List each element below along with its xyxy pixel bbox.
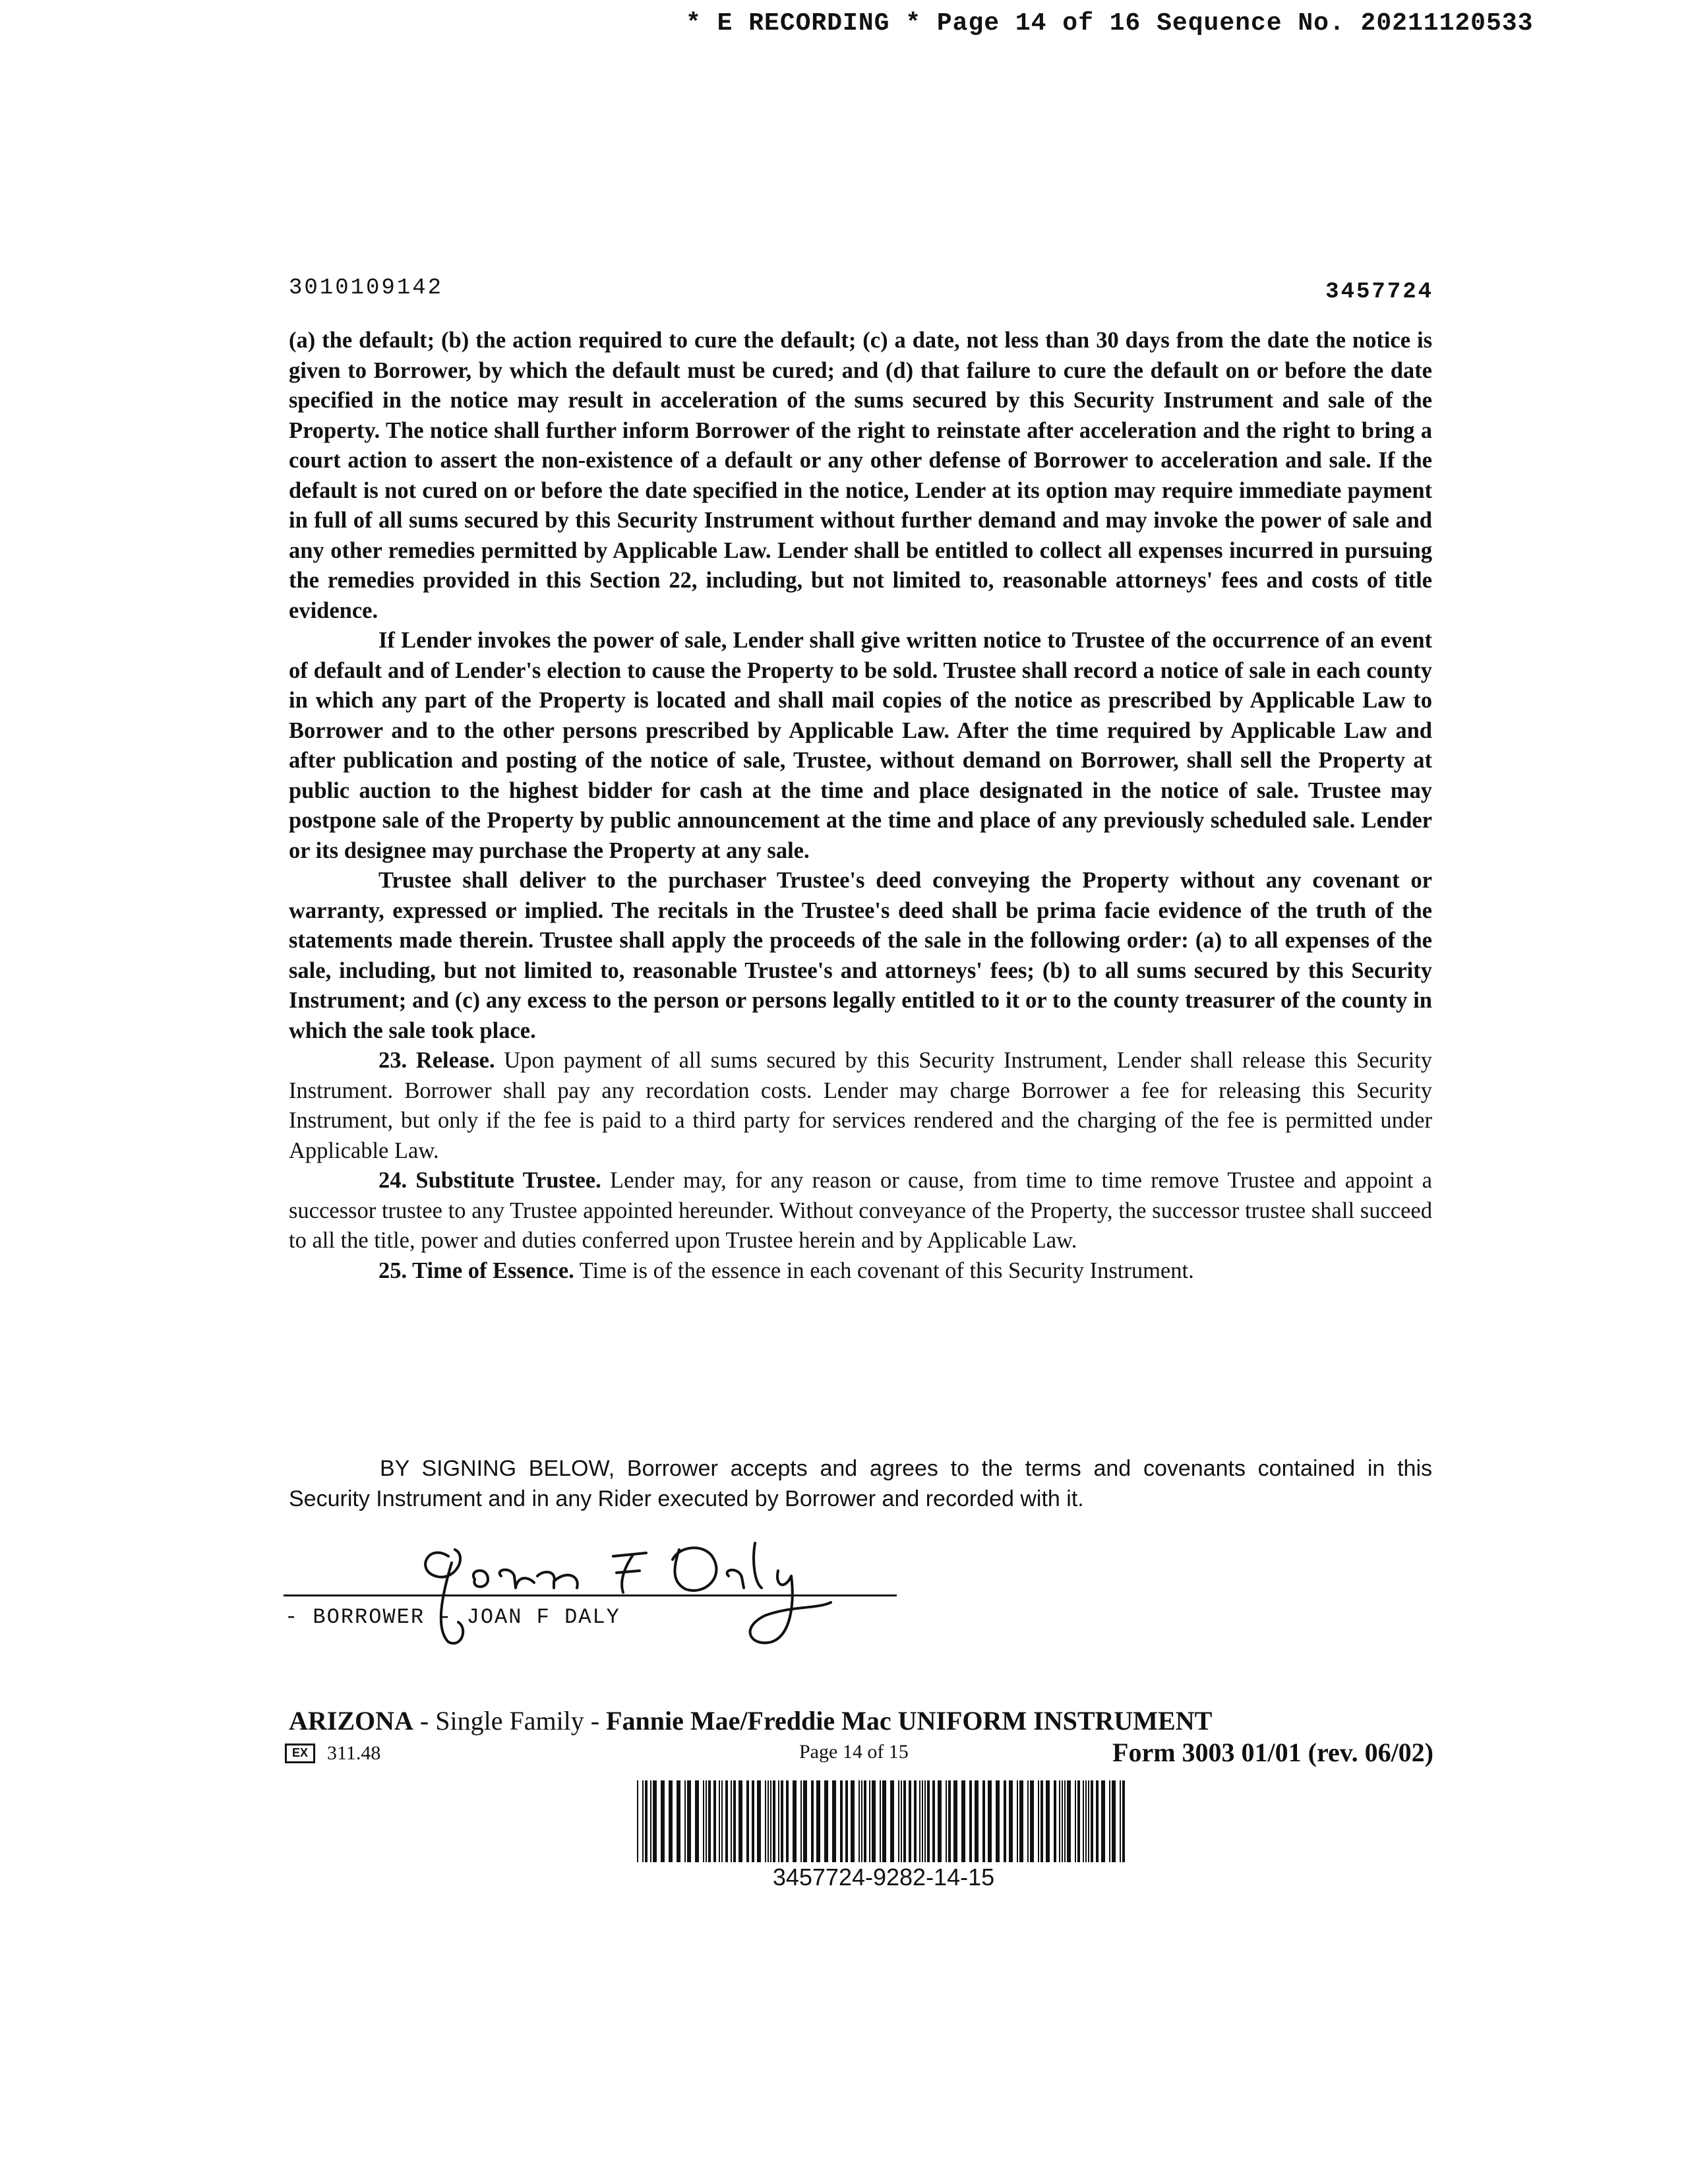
barcode-bar (1059, 1780, 1060, 1862)
barcode-bar (898, 1780, 899, 1862)
barcode-bar (961, 1780, 965, 1862)
barcode-bar (1091, 1780, 1093, 1862)
barcode-number: 3457724-9282-14-15 (772, 1864, 995, 1891)
barcode-bar (982, 1780, 985, 1862)
barcode-bar (1101, 1780, 1105, 1862)
barcode-bar (800, 1780, 802, 1862)
barcode-bar (738, 1780, 742, 1862)
barcode-bar (824, 1780, 828, 1862)
form-title (289, 1705, 1212, 1736)
paragraph-trustee-deed: Trustee shall deliver to the purchaser Trustee's deed conveying the Property without any covenant or warranty, expressed or implied. The recitals in the Trustee's deed shall be prima facie evidence of the truth of the statements made therein. Trustee shall apply the proceeds of the sale in the following order: (a) to all expenses of the sale, including, but not limited to, reasonable Trustee's and attorneys' fees; (b) to all sums secured by this Security Instrument; and (c) any excess to the person or persons legally entitled to it or to the county treasurer of the county in which the sale took place. (289, 868, 1432, 1043)
barcode-bar (731, 1780, 732, 1862)
barcode-bar (903, 1780, 906, 1862)
barcode-bar (946, 1780, 947, 1862)
barcode-bar (687, 1780, 691, 1862)
barcode-bar (816, 1780, 820, 1862)
barcode-bar (975, 1780, 979, 1862)
barcode-bar (1027, 1780, 1029, 1862)
section-25-time-of-essence (289, 1256, 1432, 1287)
barcode-bar (938, 1780, 942, 1862)
document-number: 3457724 (1325, 280, 1433, 305)
barcode-bar (872, 1780, 876, 1862)
form-title-bold: Fannie Mae/Freddie Mac UNIFORM INSTRUMENT (606, 1706, 1213, 1736)
barcode-bar (1009, 1780, 1013, 1862)
barcode-bar (1075, 1780, 1076, 1862)
signing-statement: BY SIGNING BELOW, Borrower accepts and agrees to the terms and covenants contained in this Security Instrument and in any Rider executed by Borrower and recorded with it. (289, 1456, 1432, 1511)
deed-body (289, 326, 1432, 1286)
barcode-bar (1083, 1780, 1084, 1862)
paragraph-default-notice: (a) the default; (b) the action required to cure the default; (c) a date, not less than 30 days from the date the notice is given to Borrower, by which the default must be cured; and (d) that failure to cure the default on or before the date specified in the notice may result in acceleration of the sums secured by this Security Instrument and sale of the Property. The notice shall further inform Borrower of the right to reinstate after acceleration and the right to bring a court action to assert the non-existence of a default or any other defense of Borrower to acceleration and sale. If the default is not cured on or before the date specified in the notice, Lender at its option may require immediate payment in full of all sums secured by this Security Instrument without further demand and may invoke the power of sale and any other remedies permitted by Applicable Law. Lender shall be entitled to collect all expenses incurred in pursuing the remedies provided in this Section 22, including, but not limited to, reasonable attorneys' fees and costs of title evidence. (289, 328, 1432, 623)
barcode-bar (746, 1780, 749, 1862)
recording-header: * E RECORDING * Page 14 of 16 Sequence No. 20211120533 (686, 9, 1534, 38)
barcode-bar (1064, 1780, 1066, 1862)
barcode-bar (1122, 1780, 1125, 1862)
barcode-bar (677, 1780, 680, 1862)
barcode-bar (650, 1780, 651, 1862)
barcode-bar (859, 1780, 860, 1862)
barcode-bar (684, 1780, 686, 1862)
section-23-text: Upon payment of all sums secured by this Security Instrument, Lender shall release this Security Instrument. Borrower shall pay any recordation costs. Lender may charge Borrower a fee for releasing this Security Instrument, but only if the fee is paid to a third party for services rendered and the charging of the fee is permitted under Applicable Law. (289, 1048, 1433, 1163)
barcode-bar (703, 1780, 704, 1862)
borrower-caption: - BORROWER - JOAN F DALY (285, 1605, 620, 1629)
barcode-bar (919, 1780, 920, 1862)
barcode-bar (969, 1780, 972, 1862)
barcode-bar (880, 1780, 881, 1862)
barcode (637, 1780, 1130, 1862)
barcode-bar (637, 1780, 638, 1862)
barcode-bar (642, 1780, 644, 1862)
barcode-bar (781, 1780, 783, 1862)
barcode-bar (851, 1780, 855, 1862)
barcode-bar (1112, 1780, 1116, 1862)
barcode-bar (725, 1780, 728, 1862)
form-footer-line (285, 1740, 1433, 1769)
barcode-bar (1109, 1780, 1110, 1862)
barcode-bar (803, 1780, 807, 1862)
barcode-bar (864, 1780, 866, 1862)
barcode-bar (869, 1780, 870, 1862)
section-23-release (289, 1046, 1432, 1166)
form-number: Form 3003 01/01 (rev. 06/02) (1112, 1738, 1433, 1767)
section-24-text: Lender may, for any reason or cause, from time to time remove Trustee and appoint a successor trustee to any Trustee appointed hereunder. Without conveyance of the Property, the successor trustee shall succeed to all the title, power and duties conferred upon Trustee herein and by Applicable Law. (289, 1168, 1432, 1253)
barcode-bar (1030, 1780, 1034, 1862)
barcode-bar (1019, 1780, 1023, 1862)
barcode-bar (845, 1780, 848, 1862)
paragraph-power-of-sale: If Lender invokes the power of sale, Lender shall give written notice to Trustee of the occurrence of an event of default and of Lender's election to cause the Property to be sold. Trustee shall record a notice of sale in each county in which any part of the Property is located and shall mail copies of the notice as prescribed by Applicable Law to Borrower and to the other persons prescribed by Applicable Law. After the time required by Applicable Law and after publication and posting of the notice of sale, Trustee, without demand on Borrower, shall sell the Property at public auction to the highest bidder for cash at the time and place designated in the notice of sale. Trustee may postpone sale of the Property by public announcement at the time and place of any previously scheduled sale. Lender or its designee may purchase the Property at any sale. (289, 628, 1432, 863)
barcode-bar (768, 1780, 769, 1862)
barcode-bar (1038, 1780, 1039, 1862)
signature-line (284, 1594, 897, 1596)
form-code: 311.48 (327, 1742, 381, 1764)
barcode-bar (733, 1780, 736, 1862)
barcode-bar (669, 1780, 673, 1862)
barcode-bar (927, 1780, 930, 1862)
barcode-bar (832, 1780, 836, 1862)
barcode-bar (811, 1780, 814, 1862)
barcode-bar (988, 1780, 992, 1862)
loan-number: 3010109142 (289, 276, 444, 301)
page-number: Page 14 of 15 (799, 1741, 909, 1763)
barcode-bar (765, 1780, 766, 1862)
barcode-bar (840, 1780, 843, 1862)
barcode-bar (653, 1780, 657, 1862)
section-24-title: 24. Substitute Trustee. (378, 1168, 601, 1193)
barcode-bar (778, 1780, 779, 1862)
barcode-bar (922, 1780, 923, 1862)
barcode-bar (1046, 1780, 1050, 1862)
barcode-bar (645, 1780, 648, 1862)
barcode-bar (706, 1780, 707, 1862)
barcode-bar (793, 1780, 797, 1862)
barcode-bar (1004, 1780, 1006, 1862)
barcode-bar (1085, 1780, 1087, 1862)
barcode-bar (1067, 1780, 1071, 1862)
barcode-bar (861, 1780, 862, 1862)
barcode-bar (932, 1780, 935, 1862)
barcode-bar (1096, 1780, 1099, 1862)
section-25-title: 25. Time of Essence. (378, 1258, 574, 1283)
section-24-substitute-trustee (289, 1166, 1432, 1256)
barcode-bar (773, 1780, 775, 1862)
barcode-bar (770, 1780, 771, 1862)
form-state: ARIZONA (289, 1706, 413, 1736)
barcode-bar (909, 1780, 911, 1862)
section-25-text: Time is of the essence in each covenant of this Security Instrument. (579, 1258, 1194, 1283)
barcode-bar (719, 1780, 720, 1862)
section-23-title: 23. Release. (378, 1048, 495, 1073)
barcode-bar (1088, 1780, 1089, 1862)
barcode-bar (953, 1780, 957, 1862)
barcode-bar (1120, 1780, 1121, 1862)
barcode-bar (708, 1780, 711, 1862)
barcode-bar (948, 1780, 951, 1862)
ex-logo-icon: EX (285, 1744, 315, 1763)
barcode-bar (1040, 1780, 1043, 1862)
barcode-bar (1017, 1780, 1018, 1862)
barcode-bar (752, 1780, 754, 1862)
form-title-middle: - Single Family - (413, 1706, 607, 1736)
signature-block (277, 1530, 897, 1662)
barcode-bar (1062, 1780, 1063, 1862)
barcode-bar (695, 1780, 699, 1862)
barcode-bar (882, 1780, 886, 1862)
barcode-bar (924, 1780, 926, 1862)
barcode-bar (661, 1780, 665, 1862)
barcode-bar (890, 1780, 894, 1862)
barcode-bar (914, 1780, 917, 1862)
barcode-bar (1054, 1780, 1056, 1862)
barcode-bar (1077, 1780, 1080, 1862)
barcode-bar (901, 1780, 902, 1862)
barcode-bar (721, 1780, 723, 1862)
barcode-bar (713, 1780, 716, 1862)
barcode-bar (757, 1780, 761, 1862)
barcode-bar (996, 1780, 1000, 1862)
barcode-bar (786, 1780, 789, 1862)
